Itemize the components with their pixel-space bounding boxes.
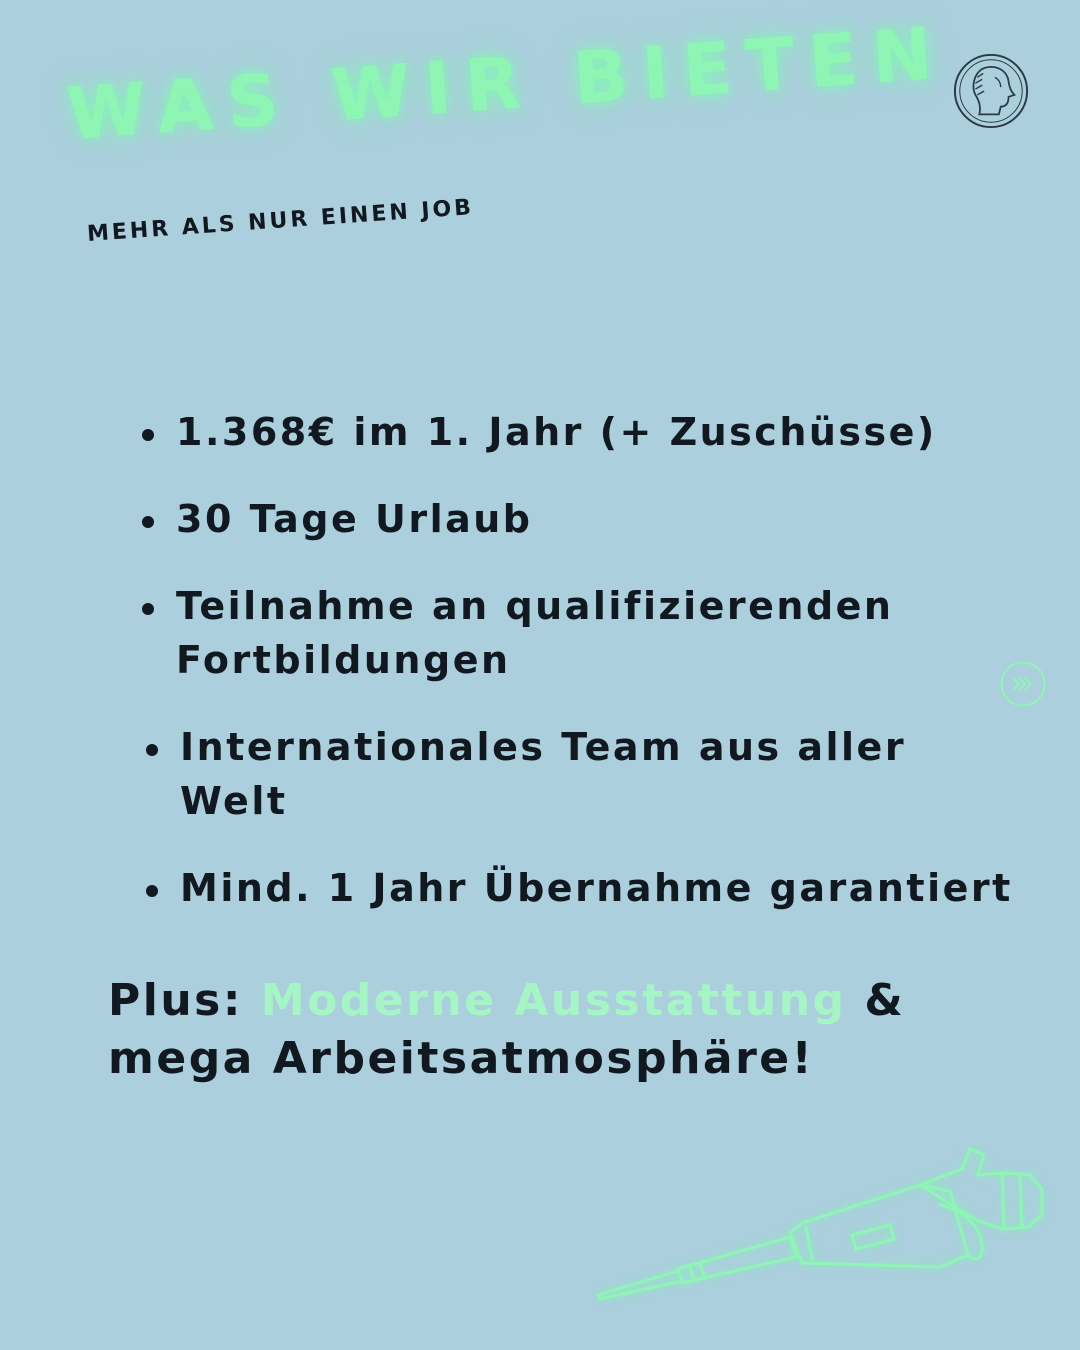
benefit-item-vacation: 30 Tage Urlaub (140, 492, 1020, 546)
next-slide-button[interactable] (1000, 661, 1046, 707)
plus-suffix: & mega Arbeitsatmosphäre! (108, 975, 906, 1084)
double-chevron-right-icon (1002, 663, 1045, 706)
minerva-logo-icon (952, 52, 1030, 130)
plus-highlight: Moderne Ausstattung (260, 975, 847, 1026)
benefits-list (140, 405, 1020, 948)
plus-prefix: Plus: (108, 975, 243, 1026)
page-subtitle: MEHR ALS NUR EINEN JOB (86, 195, 475, 247)
benefit-item-training: Teilnahme an qualifizierenden Fortbildungen (140, 579, 1020, 687)
benefit-item-salary: 1.368€ im 1. Jahr (+ Zuschüsse) (140, 405, 1020, 459)
pipette-icon (590, 1145, 1060, 1315)
benefit-item-team: Internationales Team aus aller Welt (144, 720, 1020, 828)
benefit-item-takeover: Mind. 1 Jahr Übernahme garantiert (144, 861, 1020, 915)
page-title: WAS WIR BIETEN (64, 10, 949, 156)
plus-statement (108, 972, 1008, 1088)
